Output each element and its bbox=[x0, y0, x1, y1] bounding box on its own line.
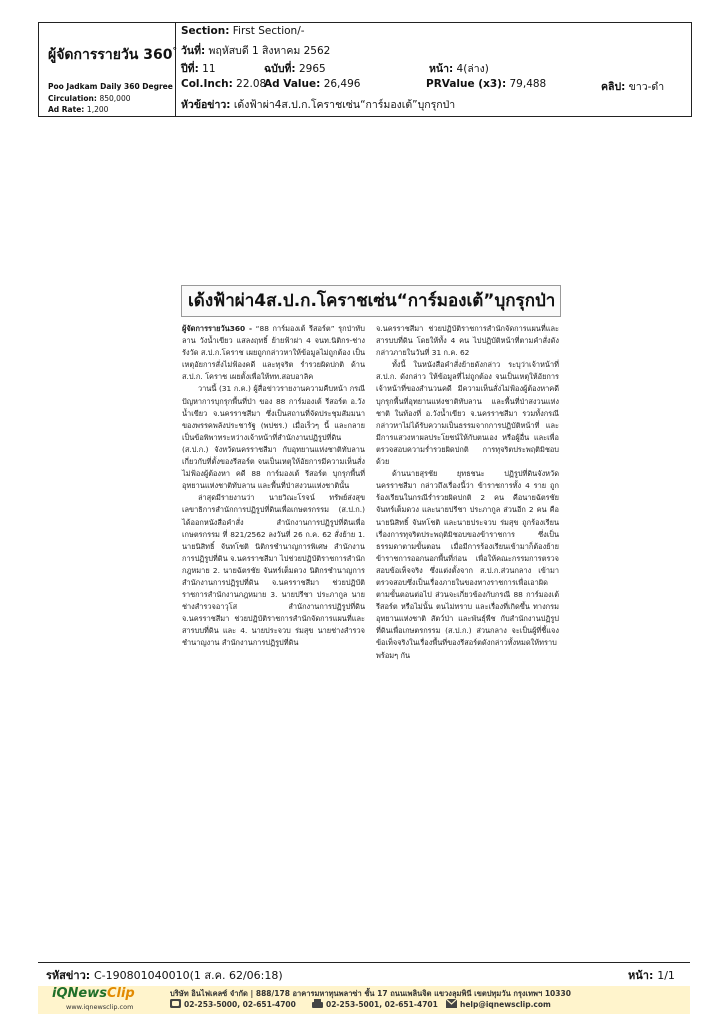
circulation: Circulation: 850,000 bbox=[48, 94, 131, 103]
phone-numbers: 02-253-5000, 02-651-4700 bbox=[184, 1000, 296, 1009]
iqnewsclip-logo: iQNewsClip bbox=[52, 986, 135, 1001]
page-indicator: หน้า: 1/1 bbox=[628, 969, 675, 982]
article-paragraph: ด้านนายสุรชัย ยุทธชนะ ปฏิรูปที่ดินจังหวัดนครราชสีมา กล่าวถึงเรื่องนี้ว่า ข้าราชการทั้ง 4 ราย ถูกร้องเรียนในกรณีร่ำรวยผิดปกติ 2 คน คือนายฉัตรชัย จันทร์เต็มดวง และนายปรีชา ประภากูล ส่วนอีก 2 คน คือ นายนิสิทธิ์ จันทโชติ และนายประจวบ ร่มสุข ถูกร้องเรียนเรื่องการทุจริตประพฤติมิชอบของข้าราชการ ซึ่งเป็นธรรมดาตามขั้นตอน เมื่อมีการร้องเรียนเข้ามาก็ต้องย้ายข้าราชการออกนอกพื้นที่ก่อน เพื่อให้คณะกรรมการตรวจสอบข้อเท็จจริง ซึ่งแต่งตั้งจาก ส.ป.ก.ส่วนกลาง เข้ามาตรวจสอบซึ่งเป็นเรื่องภายในของทางราชการเพื่อเอาผิดตามขั้นตอนต่อไป ส่วนจะเกี่ยวข้องกับกรณี 88 การ์มองเต้ รีสอร์ต หรือไม่นั้น ตนไม่ทราบ และเรื่องที่เกิดขึ้น ทางกรมอุทยานแห่งชาติ สัตว์ป่า และพันธุ์พืช กับสำนักงานปฏิรูปที่ดินเพื่อเกษตรกรรม (ส.ป.ก.) ส่วนกลาง จะเป็นผู้ที่ชี้แจงข้อเท็จจริงในเรื่องพื้นที่ของรีสอร์ตดังกล่าวทั้งหมดให้ทราบพร้อมๆ กัน bbox=[376, 469, 559, 660]
article-paragraph: ล่าสุดมีรายงานว่า นายวิณะโรจน์ ทรัพย์ส่งสุข เลขาธิการสำนักการปฏิรูปที่ดินเพื่อเกษตรกรรม (ส.ป.ก.) ได้ออกหนังสือคำสั่ง สำนักงานการปฏิรูปที่ดินเพื่อเกษตรกรรม ที่ 821/2562 ลงวันที่ 26 ก.ค. 62 สั่งย้าย 1. นายนิสิทธิ์ จันทโชติ นิติกรชำนาญการพิเศษ สำนักงานการปฏิรูปที่ดิน จ.นครราชสีมา ไปช่วยปฏิบัติราชการสำนักกฎหมาย 2. นายฉัตรชัย จันทร์เต็มดวง นิติกรชำนาญการสำนักงานการปฏิรูปที่ดิน จ.นครราชสีมา ช่วยปฏิบัติราชการสำนักงานกฎหมาย 3. นายปรีชา ประภากูล นายช่างสำรวจอาวุโส สำนักงานการปฏิรูปที่ดิน จ.นครราชสีมา ช่วยปฏิบัติราชการสำนักจัดการแผนที่และสารบบที่ดิน และ 4. นายประจวบ ร่มสุข นายช่างสำรวจชำนาญงาน สำนักงานการปฏิรูปที่ดิน bbox=[182, 493, 365, 648]
value-row: Col.Inch: 22.08 Ad Value: 26,496 PRValue (x3): 79,488 คลิป: ขาว-ดำ bbox=[181, 78, 665, 93]
article-paragraph: จ.นครราชสีมา ช่วยปฏิบัติราชการสำนักจัดการแผนที่และสารบบที่ดิน โดยให้ทั้ง 4 คน ไปปฏิบัติหน้าที่ตามคำสั่งดังกล่าวภายในวันที่ 31 ก.ค. 62 bbox=[376, 324, 559, 358]
email-address[interactable]: help@iqnewsclip.com bbox=[460, 1000, 551, 1009]
newspaper-english-name: Poo Jadkam Daily 360 Degree bbox=[48, 82, 173, 91]
article-headline: เด้งฟ้าผ่า4ส.ป.ก.โคราชเซ่น“การ์มองเต้”บุกรุกป่า bbox=[181, 285, 561, 317]
news-reference-code: รหัสข่าว: C-190801040010(1 ส.ค. 62/06:18) bbox=[46, 969, 283, 982]
newspaper-name: ผู้จัดการรายวัน 360° bbox=[48, 46, 177, 63]
article-paragraph: ทั้งนี้ ในหนังสือคำสั่งย้ายดังกล่าว ระบุว่าเจ้าหน้าที่ ส.ป.ก. ดังกล่าว ให้ข้อมูลที่ไม่ถูกต้อง จนเป็นเหตุให้อัยการเจ้าหน้าที่ของสำนวนคดี มีความเห็นสั่งไม่ฟ้องผู้ต้องหาคดีบุกรุกพื้นที่อุทยานแห่งชาติทับลาน และพื้นที่ป่าสงวนแห่งชาติ ในท้องที่ อ.วังน้ำเขียว จ.นครราชสีมา รวมทั้งกรณีกล่าวหาไม่ได้รับความเป็นธรรมจากการปฏิบัติหน้าที่ และ มีการแสวงหาผลประโยชน์ให้กับตนเอง หรือผู้อื่น และเพื่อตรวจสอบความร่ำรวยผิดปกติ การทุจริตประพฤติมิชอบด้วย bbox=[376, 360, 559, 467]
article-paragraph: ผู้จัดการรายวัน360 - “88 การ์มองเต้ รีสอร์ต” รุกป่าทับลาน วังน้ำเขียว แสลงฤทธิ์ ย้ายฟ้าผ่า 4 จนท.นิติกร-ช่างรังวัด ส.ป.ก.โคราช เผยถูกกล่าวหาให้ข้อมูลไม่ถูกต้อง เป็นเหตุอัยการสั่งไม่ฟ้องคดี และทุจริต ร่ำรวยผิดปกติ ด้าน ส.ป.ก. โคราช เผยตั้งเพื่อให้ทท.สอบอาลิค bbox=[182, 324, 365, 382]
company-address: บริษัท อินไฟเคลซ์ จำกัด | 888/178 อาคารมหาทุนพลาซ่า ชั้น 17 ถนนเพลินจิต แขวงลุมพินี เขตปทุมวัน กรุงเทพฯ 10330 bbox=[170, 989, 571, 998]
email-icon bbox=[446, 999, 457, 1008]
fax-numbers: 02-253-5001, 02-651-4701 bbox=[326, 1000, 438, 1009]
article-paragraph: วานนี้ (31 ก.ค.) ผู้สื่อข่าวรายงานความคืบหน้า กรณีปัญหาการบุกรุกพื้นที่ป่า ของ 88 การ์มองเต้ รีสอร์ต อ.วังน้ำเขียว จ.นครราชสีมา ซึ่งเป็นสถานที่จัดประชุมสัมมนาของพรรคพลังประชารัฐ (พปชร.) เมื่อเร็วๆ นี้ และกลายเป็นข้อพิพาทระหว่างเจ้าหน้าที่สำนักงานปฏิรูปที่ดิน (ส.ป.ก.) จังหวัดนครราชสีมา กับอุทยานแห่งชาติทับลาน เกี่ยวกับที่ตั้งของรีสอร์ต จนเป็นเหตุให้อัยการมีความเห็นสั่งไม่ฟ้องผู้ต้องหา คดี 88 การ์มองเต้ รีสอร์ต บุกรุกพื้นที่อุทยานแห่งชาติทับลาน และพื้นที่ป่าสงวนแห่งชาตินั้น bbox=[182, 384, 365, 491]
issue-row: ปีที่: 11 ฉบับที่: 2965 หน้า: 4(ล่าง) bbox=[181, 63, 489, 75]
date-row: วันที่: พฤหัสบดี 1 สิงหาคม 2562 bbox=[181, 45, 331, 57]
logo-url: www.iqnewsclip.com bbox=[66, 1003, 134, 1011]
article-column-1 bbox=[182, 323, 365, 650]
footer-divider bbox=[38, 962, 690, 963]
fax-icon bbox=[312, 999, 323, 1008]
article-column-2 bbox=[376, 323, 559, 662]
phone-icon bbox=[170, 999, 181, 1008]
section-row: Section: First Section/- bbox=[181, 25, 305, 37]
ad-rate: Ad Rate: 1,200 bbox=[48, 105, 109, 114]
headline-row: หัวข้อข่าว: เด้งฟ้าผ่า4ส.ป.ก.โคราชเซ่น“การ์มองเต้”บุกรุกป่า bbox=[181, 99, 456, 111]
